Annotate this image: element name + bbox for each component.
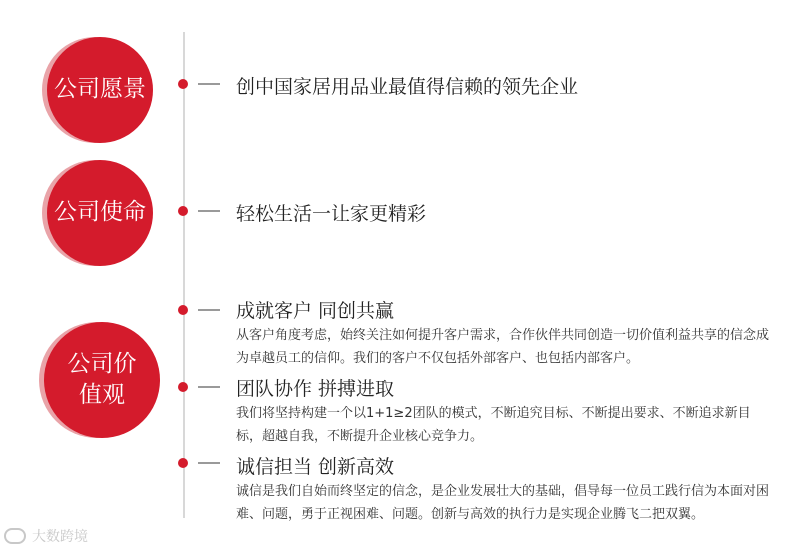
value-1-dot (178, 305, 188, 315)
vision-dot (178, 79, 188, 89)
mission-connector (198, 210, 220, 212)
value-3-description: 诚信是我们自始而终坚定的信念，是企业发展壮大的基础，倡导每一位员工践行信为本面对困难、问题，勇于正视困难、问题。创新与高效的执行力是实现企业腾飞二把双翼。 (236, 484, 770, 522)
vision-badge (47, 37, 153, 143)
value-1-description: 从客户角度考虑，始终关注如何提升客户需求，合作伙伴共同创造一切价值利益共享的信念成为卓越员工的信仰。我们的客户不仅包括外部客户、也包括内部客户。 (236, 328, 770, 366)
values-badge (44, 322, 160, 438)
vision-connector (198, 83, 220, 85)
mission-badge (47, 160, 153, 266)
vision-title: 公司愿景 (54, 76, 146, 103)
mission-dot (178, 206, 188, 216)
value-3-heading: 诚信担当 创新高效 (236, 456, 395, 478)
watermark (4, 526, 88, 546)
value-1-connector (198, 309, 220, 311)
value-2-dot (178, 382, 188, 392)
mission-title: 公司使命 (54, 199, 146, 226)
value-3-dot (178, 458, 188, 468)
mission-statement: 轻松生活一让家更精彩 (236, 203, 427, 225)
vision-statement: 创中国家居用品业最值得信赖的领先企业 (236, 76, 579, 98)
value-1-heading: 成就客户 同创共赢 (236, 300, 395, 322)
watermark-text: 大数跨境 (32, 529, 88, 545)
value-2-description: 我们将坚持构建一个以1+1≥2团队的模式，不断追究目标、不断提出要求、不断追求新目标，超越自我，不断提升企业核心竞争力。 (236, 406, 751, 444)
value-2-connector (198, 386, 220, 388)
values-title: 公司价值观 (67, 350, 137, 408)
watermark-logo-icon (4, 528, 26, 544)
timeline-line (183, 32, 185, 518)
value-2-heading: 团队协作 拼搏进取 (236, 378, 395, 400)
value-3-connector (198, 462, 220, 464)
